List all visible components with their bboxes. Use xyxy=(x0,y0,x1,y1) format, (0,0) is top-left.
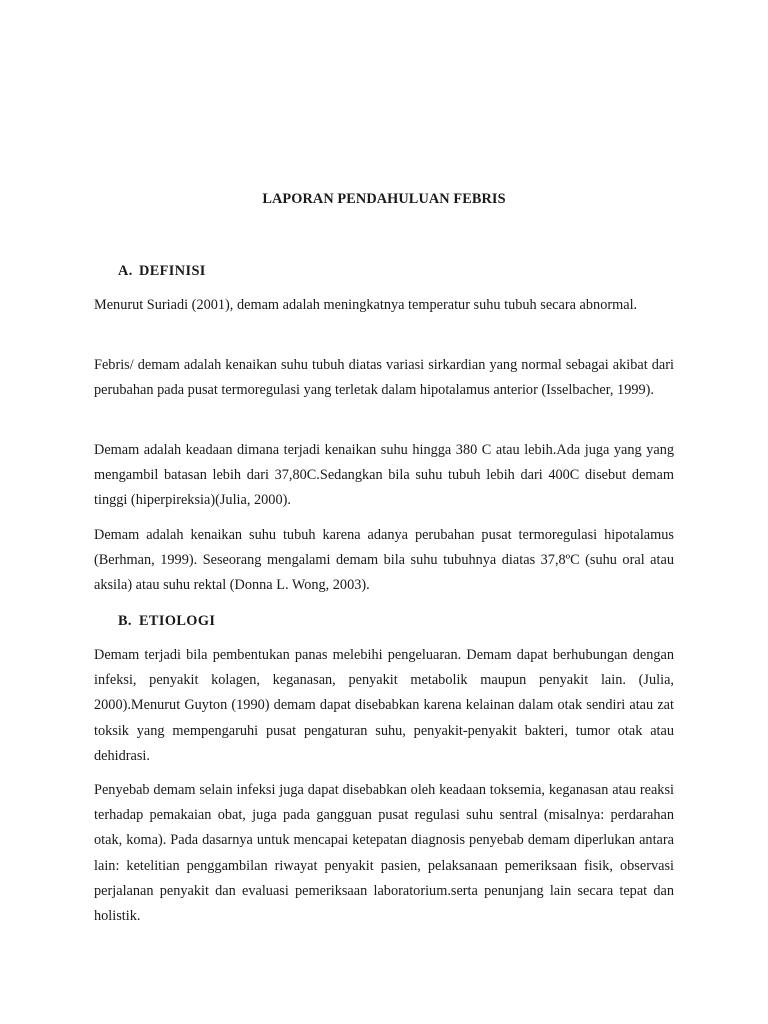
paragraph: Demam adalah keadaan dimana terjadi kenaikan suhu hingga 380 C atau lebih.Ada juga yang yang mengambil batasan lebih dari 37,80C.Sedangkan bila suhu tubuh lebih dari 400C disebut demam tinggi (hiperpireksia)(Julia, 2000). xyxy=(94,442,674,509)
section-number: B. xyxy=(118,613,132,629)
document-title: LAPORAN PENDAHULUAN FEBRIS xyxy=(262,191,506,207)
paragraph: Febris/ demam adalah kenaikan suhu tubuh diatas variasi sirkardian yang normal sebagai akibat dari perubahan pada pusat termoregulasi yang terletak dalam hipotalamus anterior (Isselbacher, 1999). xyxy=(94,357,674,399)
paragraph: Demam terjadi bila pembentukan panas melebihi pengeluaran. Demam dapat berhubungan dengan infeksi, penyakit kolagen, keganasan, penyakit metabolik maupun penyakit lain. (Julia, 2000).Menurut Guyton (1990) demam dapat disebabkan karena kelainan dalam otak sendiri atau zat toksik yang mempengaruhi pusat pengaturan suhu, penyakit-penyakit bakteri, tumor otak atau dehidrasi. xyxy=(94,647,674,764)
paragraph: Demam adalah kenaikan suhu tubuh karena adanya perubahan pusat termoregulasi hipotalamus (Berhman, 1999). Seseorang mengalami demam bila suhu tubuhnya diatas 37,8ºC (suhu oral atau aksila) atau suhu rektal (Donna L. Wong, 2003). xyxy=(94,527,674,594)
section-heading-etiologi xyxy=(118,613,215,630)
section-heading-definisi xyxy=(118,263,206,280)
section-number: A. xyxy=(118,263,133,279)
section-title: DEFINISI xyxy=(139,263,206,279)
paragraph: Menurut Suriadi (2001), demam adalah meningkatnya temperatur suhu tubuh secara abnormal. xyxy=(94,297,638,313)
paragraph: Penyebab demam selain infeksi juga dapat disebabkan oleh keadaan toksemia, keganasan atau reaksi terhadap pemakaian obat, juga pada gangguan pusat regulasi suhu sentral (misalnya: perdarahan otak, koma). Pada dasarnya untuk mencapai ketepatan diagnosis penyebab demam diperlukan antara lain: ketelitian penggambilan riwayat penyakit pasien, pelaksanaan pemeriksaan fisik, observasi perjalanan penyakit dan evaluasi pemeriksaan laboratorium.serta penunjang lain secara tepat dan holistik. xyxy=(94,782,674,925)
section-title: ETIOLOGI xyxy=(139,613,216,629)
